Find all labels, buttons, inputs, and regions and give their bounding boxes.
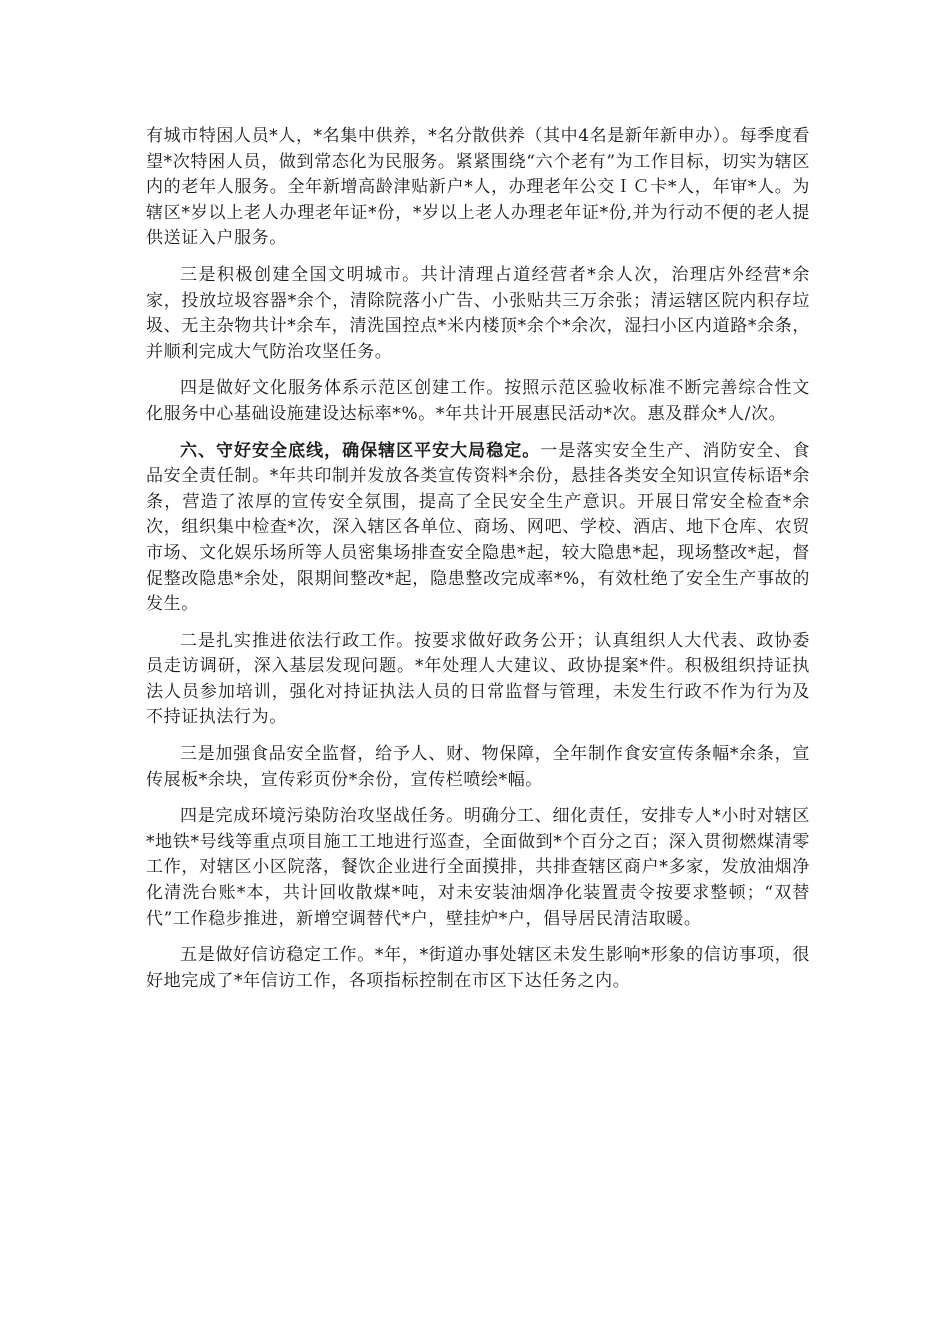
paragraph-safety-section	[146, 439, 810, 618]
paragraph-text: 有城市特困人员*人，*名集中供养，*名分散供养（其中4名是新年新申办）。每季度看望*次特困人员，做到常态化为民服务。紧紧围绕“六个老有”为工作目标，切实为辖区内的老年人服务。全年新增高龄津贴新户*人，办理老年公交ＩＣ卡*人，年审*人。为辖区*岁以上老人办理老年证*份，*岁以上老人办理老年证*份,并为行动不便的老人提供送证入户服务。	[146, 126, 810, 249]
paragraph-text: 三是加强食品安全监督，给予人、财、物保障，全年制作食安宣传条幅*余条，宣传展板*余块，宣传彩页份*余份，宣传栏喷绘*幅。	[146, 744, 810, 790]
paragraph-text: 四是完成环境污染防治攻坚战任务。明确分工、细化责任，安排专人*小时对辖区*地铁*号线等重点项目施工工地进行巡查，全面做到*个百分之百；深入贯彻燃煤清零工作，对辖区小区院落，餐饮企业进行全面摸排，共排查辖区商户*多家，发放油烟净化清洗台账*本，共计回收散煤*吨，对未安装油烟净化装置责令按要求整顿；“双替代”工作稳步推进，新增空调替代*户，壁挂炉*户，倡导居民清洁取暖。	[146, 806, 810, 929]
paragraph-text: 四是做好文化服务体系示范区创建工作。按照示范区验收标准不断完善综合性文化服务中心基础设施建设达标率*%。*年共计开展惠民活动*次。惠及群众*人/次。	[146, 378, 810, 424]
paragraph-text: 二是扎实推进依法行政工作。按要求做好政务公开；认真组织人大代表、政协委员走访调研，深入基层发现问题。*年处理人大建议、政协提案*件。积极组织持证执法人员参加培训，强化对持证执法人员的日常监督与管理，未发生行政不作为行为及不持证执法行为。	[146, 630, 810, 728]
paragraph-elderly-services	[146, 124, 810, 252]
paragraph-civilized-city	[146, 263, 810, 365]
paragraph-text: 三是积极创建全国文明城市。共计清理占道经营者*余人次，治理店外经营*余家，投放垃圾容器*余个，清除院落小广告、小张贴共三万余张；清运辖区院内积存垃圾、无主杂物共计*余车，清洗国控点*米内楼顶*余个*余次，湿扫小区内道路*余条，并顺利完成大气防治攻坚任务。	[146, 264, 810, 362]
paragraph-petition-stability	[146, 943, 810, 994]
paragraph-law-administration	[146, 629, 810, 731]
paragraph-cultural-services	[146, 376, 810, 427]
paragraph-food-safety	[146, 742, 810, 793]
paragraph-text: 一是落实安全生产、消防安全、食品安全责任制。*年共印制并发放各类宣传资料*余份，悬挂各类安全知识宣传标语*余条，营造了浓厚的宣传安全氛围，提高了全民安全生产意识。开展日常安全检查*余次，组织集中检查*次，深入辖区各单位、商场、网吧、学校、酒店、地下仓库、农贸市场、文化娱乐场所等人员密集场排查安全隐患*起，较大隐患*起，现场整改*起，督促整改隐患*余处，限期间整改*起，隐患整改完成率*%，有效杜绝了安全生产事故的发生。	[146, 440, 810, 615]
paragraph-pollution-control	[146, 804, 810, 932]
paragraph-text: 五是做好信访稳定工作。*年，*街道办事处辖区未发生影响*形象的信访事项，很好地完成了*年信访工作，各项指标控制在市区下达任务之内。	[146, 945, 810, 991]
section-heading: 六、守好安全底线，确保辖区平安大局稳定。	[180, 440, 541, 461]
document-body	[146, 124, 810, 1005]
